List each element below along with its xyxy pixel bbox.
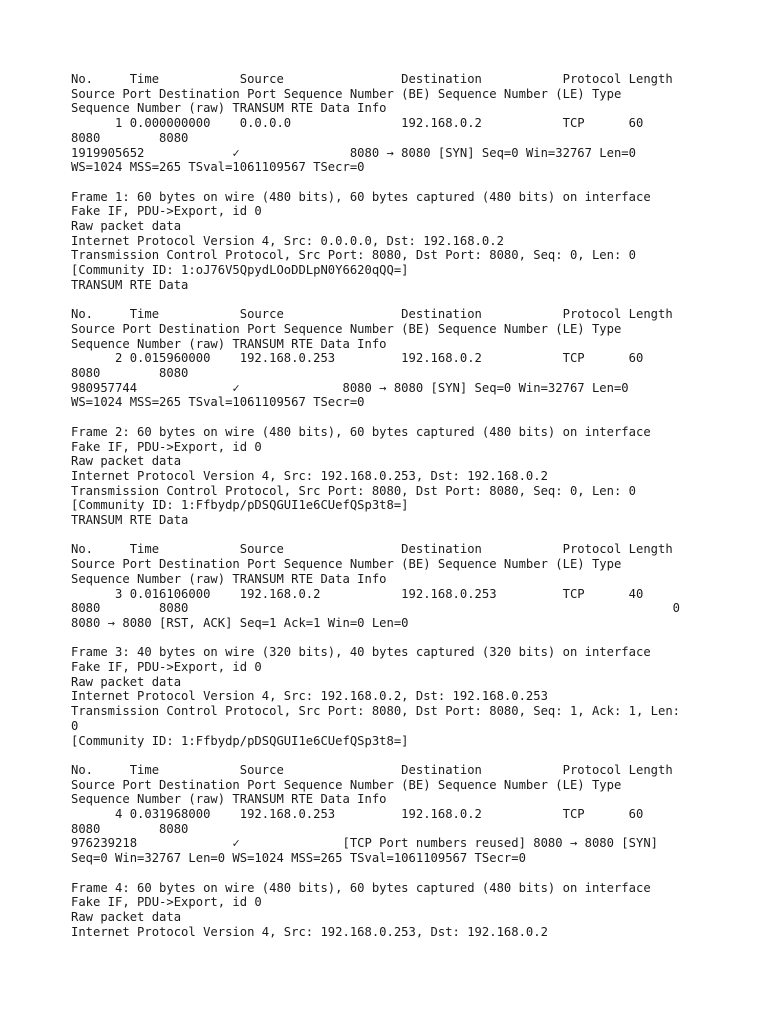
text-line: [Community ID: 1:Ffbydp/pDSQGUI1e6CUefQSp3t8=]: [71, 498, 409, 513]
text-line: TRANSUM RTE Data: [71, 513, 189, 527]
text-line: 1 0.000000000 0.0.0.0 192.168.0.2 TCP 60: [71, 116, 644, 131]
text-line: 980957744 ✓ 8080 → 8080 [SYN] Seq=0 Win=32767 Len=0: [71, 380, 629, 395]
text-line: Frame 1: 60 bytes on wire (480 bits), 60 bytes captured (480 bits) on interface: [71, 189, 651, 204]
text-line: 3 0.016106000 192.168.0.2 192.168.0.253 TCP 40: [71, 586, 644, 601]
text-line: Fake IF, PDU->Export, id 0: [71, 895, 262, 910]
text-line: WS=1024 MSS=265 TSval=1061109567 TSecr=0: [71, 395, 365, 410]
text-line: Fake IF, PDU->Export, id 0: [71, 204, 262, 219]
text-line: Source Port Destination Port Sequence Number (BE) Sequence Number (LE) Type: [71, 557, 622, 572]
text-line: 0: [71, 718, 79, 733]
text-line: Source Port Destination Port Sequence Number (BE) Sequence Number (LE) Type: [71, 321, 622, 336]
text-line: Raw packet data: [71, 219, 182, 233]
text-line: 1919905652 ✓ 8080 → 8080 [SYN] Seq=0 Win=32767 Len=0: [71, 145, 636, 160]
text-line: 8080 8080 0: [71, 601, 681, 616]
text-line: Internet Protocol Version 4, Src: 192.168.0.253, Dst: 192.168.0.2: [71, 924, 548, 939]
text-line: Source Port Destination Port Sequence Number (BE) Sequence Number (LE) Type: [71, 777, 622, 792]
text-line: Sequence Number (raw) TRANSUM RTE Data Info: [71, 101, 387, 116]
text-line: TRANSUM RTE Data: [71, 277, 189, 292]
text-line: Seq=0 Win=32767 Len=0 WS=1024 MSS=265 TSval=1061109567 TSecr=0: [71, 851, 526, 866]
text-line: Transmission Control Protocol, Src Port: 8080, Dst Port: 8080, Seq: 0, Len: 0: [71, 483, 636, 498]
text-line: Internet Protocol Version 4, Src: 192.168.0.253, Dst: 192.168.0.2: [71, 468, 548, 483]
text-line: Internet Protocol Version 4, Src: 0.0.0.0, Dst: 192.168.0.2: [71, 233, 504, 248]
text-line: Frame 4: 60 bytes on wire (480 bits), 60 bytes captured (480 bits) on interface: [71, 880, 651, 895]
text-line: No. Time Source Destination Protocol Length: [71, 542, 673, 557]
text-line: No. Time Source Destination Protocol Length: [71, 72, 673, 86]
text-line: Internet Protocol Version 4, Src: 192.168.0.2, Dst: 192.168.0.253: [71, 689, 548, 704]
text-line: No. Time Source Destination Protocol Length: [71, 307, 673, 322]
text-line: Raw packet data: [71, 674, 182, 689]
text-line: Fake IF, PDU->Export, id 0: [71, 660, 262, 674]
text-line: Sequence Number (raw) TRANSUM RTE Data Info: [71, 571, 387, 586]
text-line: 8080 8080: [71, 130, 189, 145]
text-line: Source Port Destination Port Sequence Number (BE) Sequence Number (LE) Type: [71, 86, 622, 101]
text-line: 8080 8080: [71, 366, 189, 380]
text-line: 8080 8080: [71, 821, 189, 836]
text-line: 2 0.015960000 192.168.0.253 192.168.0.2 TCP 60: [71, 351, 644, 366]
text-line: Frame 3: 40 bytes on wire (320 bits), 40 bytes captured (320 bits) on interface: [71, 645, 651, 660]
text-line: Frame 2: 60 bytes on wire (480 bits), 60 bytes captured (480 bits) on interface: [71, 424, 651, 439]
text-line: Raw packet data: [71, 454, 182, 469]
text-line: [Community ID: 1:oJ76V5QpydLOoDDLpN0Y6620qQQ=]: [71, 263, 409, 278]
text-line: Fake IF, PDU->Export, id 0: [71, 439, 262, 454]
text-line: 4 0.031968000 192.168.0.253 192.168.0.2 TCP 60: [71, 807, 644, 821]
text-line: Raw packet data: [71, 909, 182, 924]
text-line: Sequence Number (raw) TRANSUM RTE Data Info: [71, 336, 387, 351]
text-line: [Community ID: 1:Ffbydp/pDSQGUI1e6CUefQSp3t8=]: [71, 733, 409, 748]
text-line: WS=1024 MSS=265 TSval=1061109567 TSecr=0: [71, 160, 365, 175]
text-line: No. Time Source Destination Protocol Length: [71, 762, 673, 777]
text-line: 8080 → 8080 [RST, ACK] Seq=1 Ack=1 Win=0 Len=0: [71, 615, 409, 630]
text-line: Sequence Number (raw) TRANSUM RTE Data Info: [71, 792, 387, 807]
text-line: 976239218 ✓ [TCP Port numbers reused] 8080 → 8080 [SYN]: [71, 836, 658, 851]
text-line: Transmission Control Protocol, Src Port: 8080, Dst Port: 8080, Seq: 0, Len: 0: [71, 248, 636, 263]
text-line: Transmission Control Protocol, Src Port: 8080, Dst Port: 8080, Seq: 1, Ack: 1, Len:: [71, 704, 681, 719]
